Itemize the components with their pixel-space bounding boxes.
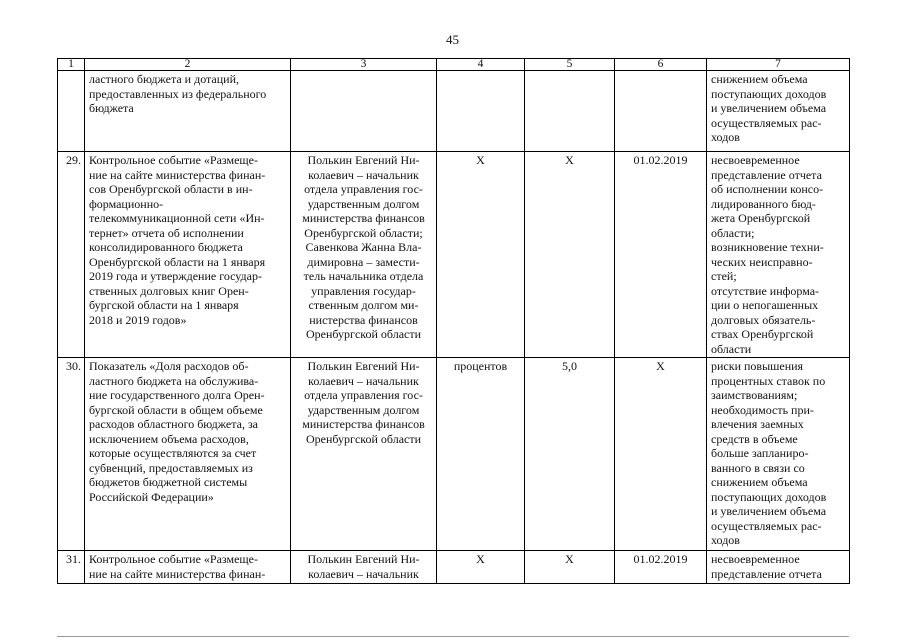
cell-line: ходов <box>711 533 740 547</box>
cell-line: ластного бюджета и дотаций, <box>89 72 240 86</box>
cell-line: ние государственного долга Орен- <box>89 388 265 402</box>
risks-cell <box>707 71 850 152</box>
date-cell <box>615 358 707 551</box>
column-header: 7 <box>707 59 850 71</box>
cell-text: Х <box>656 359 665 373</box>
row-number-cell <box>58 551 85 584</box>
cell-line: бюджетов бюджетной системы <box>89 475 248 489</box>
cell-line: предоставленных из федерального <box>89 86 267 101</box>
cell-line: Савенкова Жанна Вла- <box>305 240 422 254</box>
cell-line: Оренбургской области <box>305 327 422 341</box>
cell-line: осуществляемых рас- <box>711 518 822 533</box>
value-cell <box>525 152 615 358</box>
table-row <box>58 551 850 584</box>
date-cell <box>615 152 707 358</box>
cell-text: Х <box>565 552 574 566</box>
cell-line: министерства финансов <box>302 417 425 431</box>
row-number-cell <box>58 71 85 152</box>
row-number-cell <box>58 358 85 551</box>
cell-line: ванного в связи со <box>711 460 805 475</box>
column-header: 2 <box>85 59 291 71</box>
cell-line: Полькин Евгений Ни- <box>307 359 420 373</box>
cell-line: ластного бюджета на обслужива- <box>89 373 259 388</box>
cell-line: Оренбургской области на 1 января <box>89 254 266 269</box>
table-row <box>58 152 850 358</box>
cell-line: колаевич – начальник <box>308 373 419 388</box>
cell-line: министерства финансов <box>302 211 425 225</box>
cell-line: ческих неисправно- <box>711 254 813 269</box>
value-cell <box>525 358 615 551</box>
date-cell <box>615 71 707 152</box>
cell-line: сов Оренбургской области в ин- <box>89 182 253 196</box>
cell-text: Х <box>476 552 485 566</box>
description-cell <box>85 358 291 551</box>
cell-line: 2019 года и утверждение государ- <box>89 269 262 283</box>
cell-line: формационно- <box>89 196 164 211</box>
cell-line: димировна – замести- <box>307 254 420 269</box>
cell-line: области; <box>711 225 755 240</box>
cell-text: 01.02.2019 <box>633 153 688 167</box>
cell-line: ции о непогашенных <box>711 298 819 312</box>
cell-line: ние на сайте министерства финан- <box>89 566 266 581</box>
description-cell <box>85 152 291 358</box>
cell-line: ние на сайте министерства финан- <box>89 167 266 182</box>
risks-cell <box>707 551 850 584</box>
cell-line: 2018 и 2019 годов» <box>89 312 187 327</box>
column-header-row <box>58 59 850 71</box>
cell-line: необходимость при- <box>711 402 814 417</box>
unit-cell <box>437 152 525 358</box>
cell-line: осуществляемых рас- <box>711 115 822 130</box>
column-header: 4 <box>437 59 525 71</box>
cell-line: субвенций, предоставляемых из <box>89 460 253 475</box>
cell-line: процентных ставок по <box>711 373 826 388</box>
cell-line: снижением объема <box>711 72 808 86</box>
cell-line: больше запланиро- <box>711 446 809 460</box>
page-number: 45 <box>446 32 459 47</box>
cell-line: отдела управления гос- <box>304 182 423 196</box>
cell-line: Российской Федерации» <box>89 489 214 504</box>
cell-line: лидированного бюд- <box>711 196 816 211</box>
cell-line: об исполнении консо- <box>711 182 824 196</box>
cell-text: 30. <box>66 359 81 373</box>
cell-line: поступающих доходов <box>711 489 827 504</box>
cell-line: управления государ- <box>311 283 416 298</box>
cell-line: бургской области на 1 января <box>89 298 239 312</box>
table-row <box>58 71 850 152</box>
cell-line: долговых обязатель- <box>711 312 816 327</box>
cell-text: процентов <box>453 359 508 373</box>
cell-line: расходов областного бюджета, за <box>89 417 259 431</box>
description-cell <box>85 71 291 152</box>
column-header: 1 <box>58 59 85 71</box>
cell-line: исключением объема расходов, <box>89 431 249 446</box>
cell-line: ствах Оренбургской <box>711 327 814 341</box>
cell-line: заимствованиям; <box>711 388 798 402</box>
cell-text: Х <box>476 153 485 167</box>
cell-line: тернет» отчета об исполнении <box>89 225 244 240</box>
cell-line: ударственным долгом <box>307 196 420 211</box>
risks-cell <box>707 358 850 551</box>
cell-line: ударственным долгом <box>307 402 420 417</box>
cell-line: бюджета <box>89 101 134 115</box>
cell-line: ходов <box>711 130 740 144</box>
cell-line: телекоммуникационной сети «Ин- <box>89 211 265 225</box>
unit-cell <box>437 71 525 152</box>
cell-line: стей; <box>711 269 737 283</box>
cell-line: Оренбургской области; <box>304 225 423 240</box>
responsible-cell <box>291 358 437 551</box>
cell-line: которые осуществляются за счет <box>89 446 257 460</box>
cell-line: жета Оренбургской <box>711 211 811 225</box>
value-cell <box>525 71 615 152</box>
cell-text: 29. <box>66 153 81 167</box>
table-row <box>58 358 850 551</box>
cell-line: снижением объема <box>711 475 808 489</box>
column-header: 5 <box>525 59 615 71</box>
cell-line: консолидированного бюджета <box>89 240 243 254</box>
cell-text: 01.02.2019 <box>633 552 688 566</box>
cell-line: нистерства финансов <box>309 312 418 327</box>
risks-cell <box>707 152 850 358</box>
cell-line: средств в объеме <box>711 431 798 446</box>
responsible-cell <box>291 152 437 358</box>
cell-line: поступающих доходов <box>711 86 827 101</box>
cell-line: области <box>711 341 752 356</box>
unit-cell <box>437 551 525 584</box>
cell-line: риски повышения <box>711 359 804 373</box>
cell-line: тель начальника отдела <box>303 269 424 283</box>
cell-line: колаевич – начальник <box>308 566 419 581</box>
row-number-cell <box>58 152 85 358</box>
cell-line: Оренбургской области <box>305 431 422 446</box>
responsible-cell <box>291 551 437 584</box>
cell-line: Полькин Евгений Ни- <box>307 552 420 566</box>
cell-line: бургской области в общем объеме <box>89 402 263 417</box>
column-header: 6 <box>615 59 707 71</box>
cell-line: и увеличением объема <box>711 504 827 518</box>
cell-text: 31. <box>66 552 81 566</box>
column-header: 3 <box>291 59 437 71</box>
cell-line: Контрольное событие «Размеще- <box>89 552 258 566</box>
cell-line: представление отчета <box>711 167 822 182</box>
cell-line: влечения заемных <box>711 417 804 431</box>
value-cell <box>525 551 615 584</box>
cell-line: ственным долгом ми- <box>308 298 419 312</box>
cell-text: 5,0 <box>562 359 577 373</box>
cell-line: несвоевременное <box>711 552 800 566</box>
unit-cell <box>437 358 525 551</box>
description-cell <box>85 551 291 584</box>
cell-line: Полькин Евгений Ни- <box>307 153 420 167</box>
cell-line: возникновение техни- <box>711 240 824 254</box>
plan-table <box>57 58 850 584</box>
cell-line: Контрольное событие «Размеще- <box>89 153 258 167</box>
cell-text: Х <box>565 153 574 167</box>
cell-line: представление отчета <box>711 566 822 581</box>
cell-line: колаевич – начальник <box>308 167 419 182</box>
cell-line: ственных долговых книг Орен- <box>89 283 249 298</box>
cell-line: Показатель «Доля расходов об- <box>89 359 249 373</box>
cell-line: отдела управления гос- <box>304 388 423 402</box>
cell-line: и увеличением объема <box>711 101 827 115</box>
cell-line: несвоевременное <box>711 153 800 167</box>
date-cell <box>615 551 707 584</box>
responsible-cell <box>291 71 437 152</box>
page-bottom-rule <box>57 636 849 637</box>
cell-line: отсутствие информа- <box>711 283 820 298</box>
